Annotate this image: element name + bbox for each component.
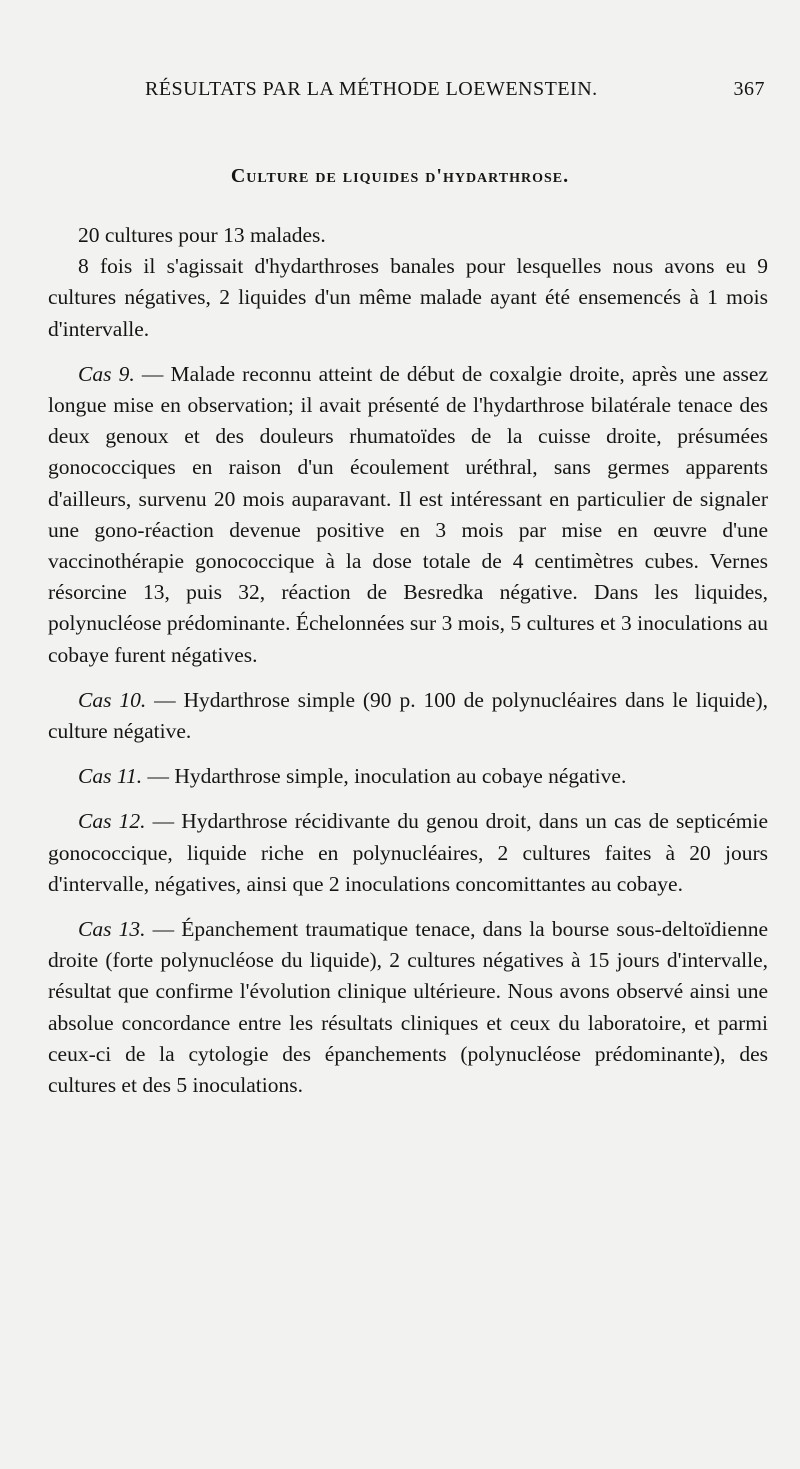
paragraph-text: — Hydarthrose récidivante du genou droit, dans un cas de septicémie gonococcique, liquide riche en polynucléaires, 2 cultures faites à 20 jours d'intervalle, négatives, ainsi que 2 inoculations concomittantes au cobaye. — [48, 809, 768, 896]
case-paragraph — [48, 359, 768, 671]
paragraph-text: — Hydarthrose simple, inoculation au cobaye négative. — [142, 764, 627, 789]
paragraph — [48, 220, 768, 251]
case-paragraph — [48, 914, 768, 1101]
paragraph-text: 20 cultures pour 13 malades. — [78, 223, 326, 247]
case-label: Cas 11. — [78, 764, 143, 789]
body-text — [48, 220, 768, 1101]
case-label: Cas 10. — [78, 687, 147, 712]
case-label: Cas 13. — [78, 917, 146, 942]
paragraph-text: — Malade reconnu atteint de début de coxalgie droite, après une assez longue mise en observation; il avait présenté de l'hydarthrose bilatérale tenace des deux genoux et des douleurs rhumatoïdes de la cuisse droite, présumées gonococciques en raison d'un écoulement uréthral, sans germes apparents d'ailleurs, survenu 20 mois auparavant. Il est intéressant en particulier de signaler une gono-réaction devenue positive en 3 mois par mise en œuvre d'une vaccinothérapie gonococcique à la dose totale de 4 centimètres cubes. Vernes résorcine 13, puis 32, réaction de Besredka négative. Dans les liquides, polynucléose prédominante. Échelonnées sur 3 mois, 5 cultures et 3 inoculations au cobaye furent négatives. — [48, 361, 768, 667]
case-label: Cas 12. — [78, 809, 146, 834]
running-title: RÉSULTATS PAR LA MÉTHODE LOEWENSTEIN. — [145, 78, 598, 100]
section-title: Culture de liquides d'hydarthrose. — [230, 165, 570, 187]
paragraph-text: — Hydarthrose simple (90 p. 100 de polynucléaires dans le liquide), culture négative. — [48, 687, 768, 744]
paragraph — [48, 251, 768, 345]
case-label: Cas 9. — [78, 361, 135, 386]
case-paragraph — [48, 761, 768, 792]
paragraph-text: — Épanchement traumatique tenace, dans la bourse sous-deltoïdienne droite (forte polynucléose du liquide), 2 cultures négatives à 15 jours d'intervalle, résultat que confirme l'évolution clinique ultérieure. Nous avons observé ainsi une absolue concordance entre les résultats cliniques et ceux du laboratoire, et parmi ceux-ci de la cytologie des épanchements (polynucléose prédominante), des cultures et des 5 inoculations. — [48, 917, 768, 1098]
case-paragraph — [48, 806, 768, 900]
page-number: 367 — [733, 78, 765, 100]
paragraph-text: 8 fois il s'agissait d'hydarthroses banales pour lesquelles nous avons eu 9 cultures négatives, 2 liquides d'un même malade ayant été ensemencés à 1 mois d'intervalle. — [48, 254, 768, 341]
case-paragraph — [48, 685, 768, 747]
